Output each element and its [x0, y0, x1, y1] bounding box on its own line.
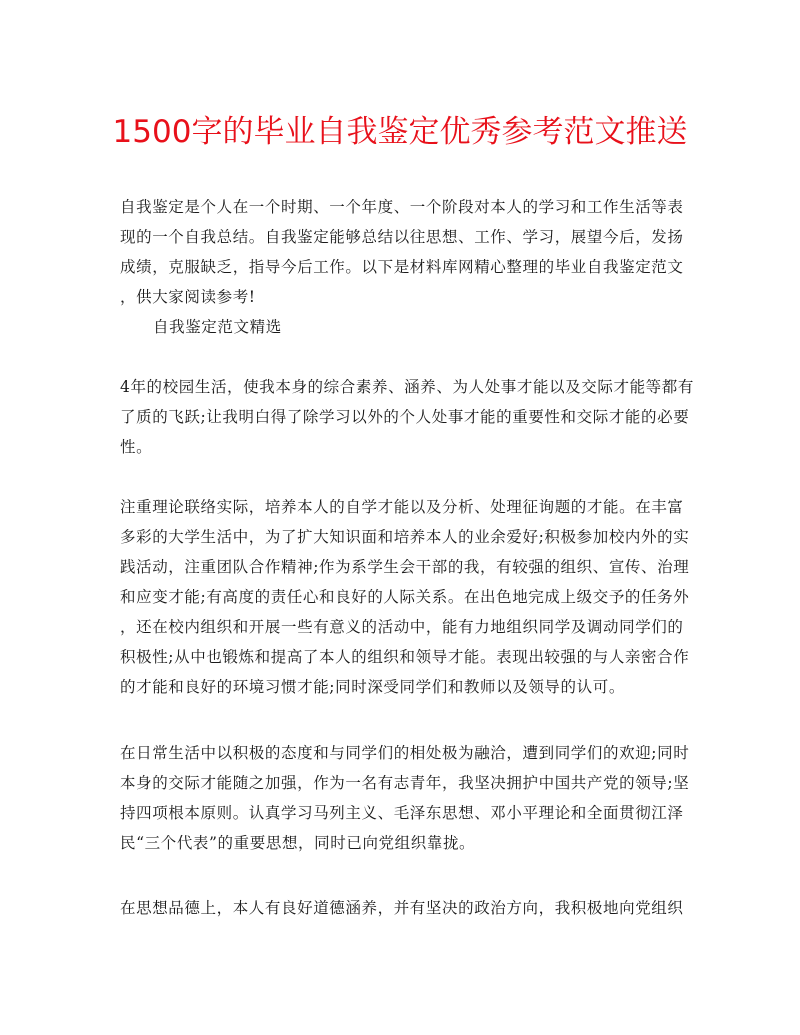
paragraph-line: 性。	[120, 438, 153, 456]
paragraph-line: 践活动，注重团队合作精神;作为系学生会干部的我，有较强的组织、宣传、治理	[120, 558, 690, 576]
paragraph-4	[120, 893, 682, 923]
section-subheading: 自我鉴定范文精选	[153, 318, 282, 336]
paragraph-line: 民“三个代表”的重要思想，同时已向党组织靠拢。	[120, 834, 476, 852]
paragraph-1	[120, 372, 694, 462]
paragraph-line: 多彩的大学生活中，为了扩大知识面和培养本人的业余爱好;积极参加校内外的实	[120, 528, 690, 546]
paragraph-line: 了质的飞跃;让我明白得了除学习以外的个人处事才能的重要性和交际才能的必要	[120, 408, 690, 426]
paragraph-line: ，还在校内组织和开展一些有意义的活动中，能有力地组织同学及调动同学们的	[120, 618, 684, 636]
paragraph-3	[120, 738, 690, 858]
paragraph-line: 注重理论联络实际，培养本人的自学才能以及分析、处理征询题的才能。在丰富	[120, 498, 684, 516]
section-subheading-block	[120, 312, 682, 342]
paragraph-line: 本身的交际才能随之加强，作为一名有志青年，我坚决拥护中国共产党的领导;坚	[120, 774, 690, 792]
intro-line: 成绩，克服缺乏，指导今后工作。以下是材料库网精心整理的毕业自我鉴定范文	[120, 258, 684, 276]
paragraph-line: 和应变才能;有高度的责任心和良好的人际关系。在出色地完成上级交予的任务外	[120, 588, 690, 606]
paragraph-line: 持四项根本原则。认真学习马列主义、毛泽东思想、邓小平理论和全面贯彻江泽	[120, 804, 684, 822]
paragraph-line: 在日常生活中以积极的态度和与同学们的相处极为融洽，遭到同学们的欢迎;同时	[120, 744, 690, 762]
paragraph-line: 4年的校园生活，使我本身的综合素养、涵养、为人处事才能以及交际才能等都有	[120, 378, 694, 396]
paragraph-line: 积极性;从中也锻炼和提高了本人的组织和领导才能。表现出较强的与人亲密合作	[120, 648, 690, 666]
intro-line: ，供大家阅读参考!	[120, 288, 256, 306]
intro-line: 自我鉴定是个人在一个时期、一个年度、一个阶段对本人的学习和工作生活等表	[120, 198, 684, 216]
page-title: 1500字的毕业自我鉴定优秀参考范文推送	[112, 114, 688, 150]
paragraph-2	[120, 492, 690, 702]
intro-paragraph	[120, 192, 682, 312]
paragraph-line: 的才能和良好的环境习惯才能;同时深受同学们和教师以及领导的认可。	[120, 678, 625, 696]
intro-line: 现的一个自我总结。自我鉴定能够总结以往思想、工作、学习，展望今后，发扬	[120, 228, 684, 246]
paragraph-line: 在思想品德上，本人有良好道德涵养，并有坚决的政治方向，我积极地向党组织	[120, 899, 684, 917]
